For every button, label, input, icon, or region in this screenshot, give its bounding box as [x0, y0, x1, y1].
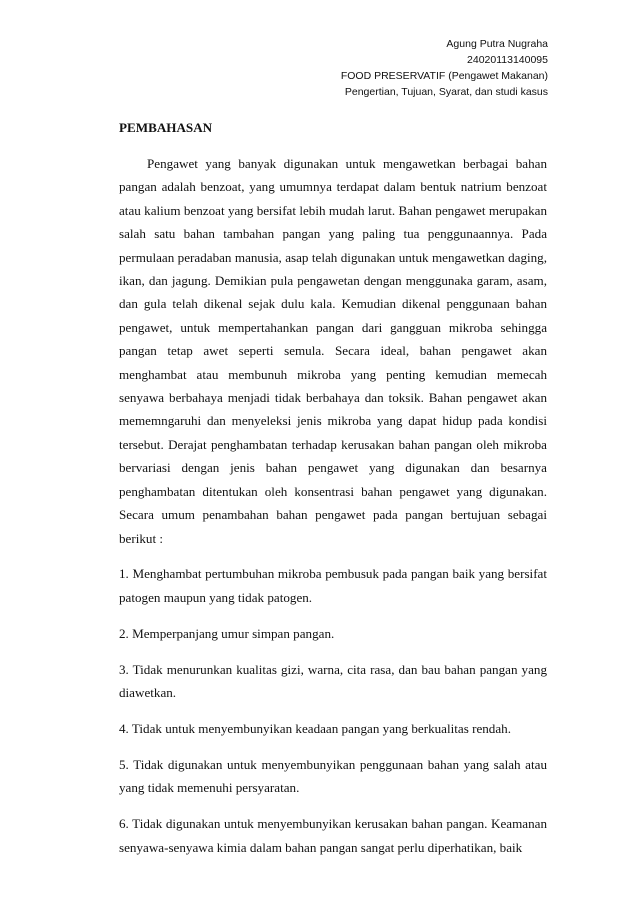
document-body: [119, 118, 547, 859]
body-paragraph: Pengawet yang banyak digunakan untuk mengawetkan berbagai bahan pangan adalah benzoat, yang umumnya terdapat dalam bentuk natrium benzoat atau kalium benzoat yang bersifat lebih mudah larut. Bahan pengawet merupakan salah satu bahan tambahan pangan yang paling tua penggunaannya. Pada permulaan peradaban manusia, asap telah digunakan untuk mengawetkan daging, ikan, dan jagung. Demikian pula pengawetan dengan menggunaka garam, asam, dan gula telah dikenal sejak dulu kala. Kemudian dikenal penggunaan bahan pengawet, untuk mempertahankan pangan dari gangguan mikroba sehingga pangan tetap awet seperti semula. Secara ideal, bahan pengawet akan menghambat atau membunuh mikroba yang penting kemudian memecah senyawa berbahaya menjadi tidak berbahaya dan toksik. Bahan pengawet akan mememngaruhi dan menyeleksi jenis mikroba yang dapat hidup pada kondisi tersebut. Derajat penghambatan terhadap kerusakan bahan pangan oleh mikroba bervariasi dengan jenis bahan pengawet yang digunakan dan besarnya penghambatan ditentukan oleh konsentrasi bahan pengawet yang digunakan. Secara umum penambahan bahan pengawet pada pangan bertujuan sebagai berikut :: [119, 156, 547, 546]
list-item: 4. Tidak untuk menyembunyikan keadaan pangan yang berkualitas rendah.: [119, 720, 511, 736]
list-item: 5. Tidak digunakan untuk menyembunyikan penggunaan bahan yang salah atau yang tidak memenuhi persyaratan.: [119, 756, 547, 796]
page-header: [248, 36, 548, 100]
list-item: 6. Tidak digunakan untuk menyembunyikan kerusakan bahan pangan. Keamanan senyawa-senyawa kimia dalam bahan pangan sangat perlu diperhatikan, baik: [119, 816, 547, 855]
section-heading: PEMBAHASAN: [119, 120, 213, 135]
list-item: 2. Memperpanjang umur simpan pangan.: [119, 625, 335, 641]
student-id: 24020113140095: [467, 54, 548, 66]
document-title: FOOD PRESERVATIF (Pengawet Makanan): [340, 70, 548, 82]
author-name: Agung Putra Nugraha: [446, 38, 548, 50]
document-subtitle: Pengertian, Tujuan, Syarat, dan studi kasus: [344, 86, 548, 98]
list-item: 3. Tidak menurunkan kualitas gizi, warna, cita rasa, dan bau bahan pangan yang diawetkan.: [119, 661, 547, 701]
list-item: 1. Menghambat pertumbuhan mikroba pembusuk pada pangan baik yang bersifat patogen maupun yang tidak patogen.: [119, 566, 547, 605]
